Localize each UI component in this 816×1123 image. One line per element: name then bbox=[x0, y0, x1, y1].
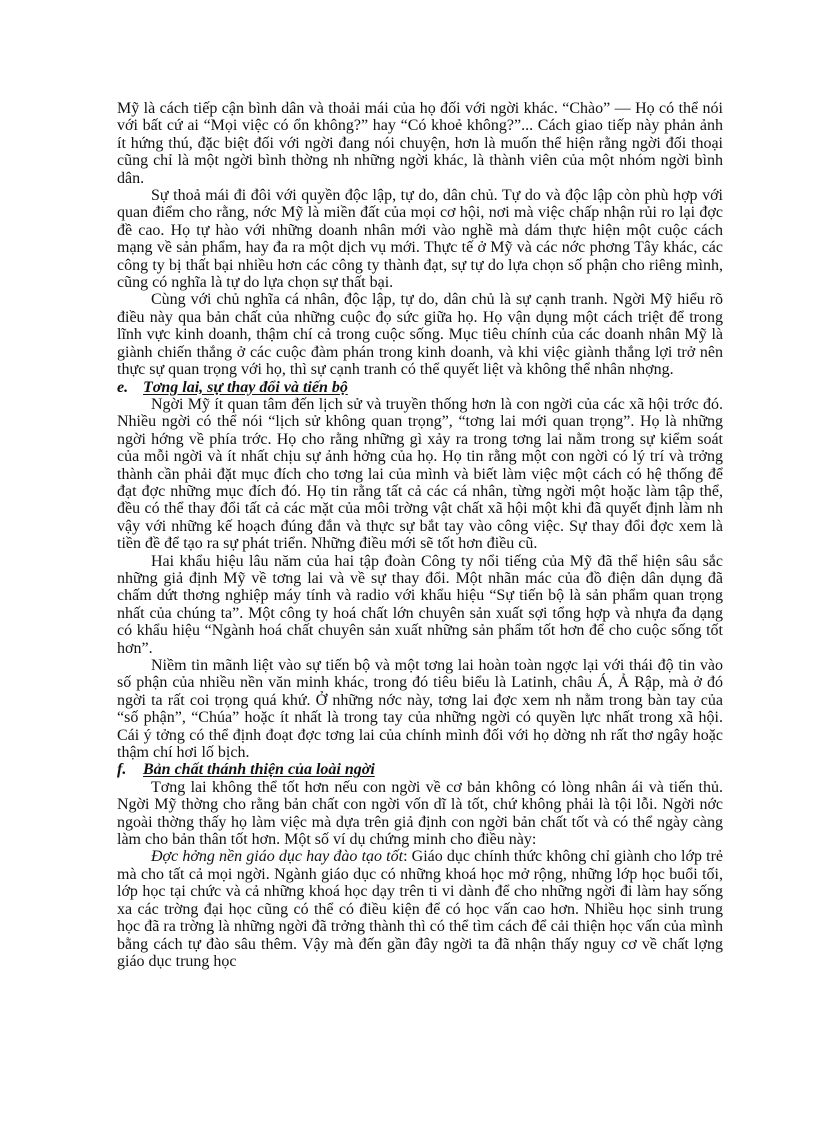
section-heading-f bbox=[117, 761, 723, 778]
section-title: Bản chất thánh thiện của loài ngời bbox=[143, 761, 375, 779]
list-item-education bbox=[117, 848, 723, 970]
section-letter: f. bbox=[117, 761, 127, 779]
paragraph-4: Ngời Mỹ ít quan tâm đến lịch sử và truyền thống hơn là con ngời của các xã hội trớc đó. Nhiều ngời có thể nói “lịch sử không quan trọng”, “tơng lai mới quan trọng”. Họ là những ngời hớng về phía trớc. Họ cho rằng những gì xảy ra trong tơng lai nằm trong sự kiểm soát của mỗi ngời và ít nhất chịu sự ảnh hởng của họ. Họ tin rằng một con ngời có lý trí và trởng thành cần phải đặt mục đích cho tơng lai của mình và biết làm việc một cách có hệ thống để đạt đợc những mục đích đó. Họ tin rằng tất cả các cá nhân, từng ngời một hoặc làm tập thể, đều có thể thay đổi tất cả các mặt của môi trờng vật chất xã hội một khi đã quyết định làm nh vậy với những kế hoạch đúng đắn và thực sự bắt tay vào công việc. Sự thay đổi đợc xem là tiền đề để tạo ra sự phát triển. Những điều mới sẽ tốt hơn điều cũ. bbox=[117, 395, 723, 553]
item-body-text: : Giáo dục chính thức không chỉ giành cho lớp trẻ mà cho tất cả mọi ngời. Ngành giáo dục có những khoá học mở rộng, những lớp học buổi tối, lớp học tại chức và cả những khoá học dạy trên ti vi dành để cho những ngời đi làm hay sống xa các trờng đại học cũng có thể có điều kiện để có học vấn cao hơn. Nhiều học sinh trung học đã ra trờng là những ngời đã trởng thành thì có thể tìm cách để cải thiện học vấn của mình bằng cách tự đào sâu thêm. Vậy mà đến gần đây ngời ta đã nhận thấy nguy cơ về chất lợng giáo dục trung học bbox=[117, 848, 723, 970]
section-title: Tơng lai, sự thay đổi và tiến bộ bbox=[143, 378, 348, 396]
paragraph-6: Niềm tin mãnh liệt vào sự tiến bộ và một tơng lai hoàn toàn ngợc lại với thái độ tin vào số phận của nhiều nền văn minh khác, trong đó tiêu biểu là Latinh, châu Á, Ả Rập, mà ở đó ngời ta rất coi trọng quá khứ. Ở những nớc này, tơng lai đợc xem nh nằm trong bàn tay của “số phận”, “Chúa” hoặc ít nhất là trong tay của những ngời có quyền lực nhất trong xã hội. Cái ý tởng có thể định đoạt đợc tơng lai của chính mình đối với họ dờng nh rất thơ ngây hoặc thậm chí hơi lố bịch. bbox=[117, 657, 723, 762]
section-heading-e bbox=[117, 379, 723, 396]
paragraph-3: Cùng với chủ nghĩa cá nhân, độc lập, tự do, dân chủ là sự cạnh tranh. Ngời Mỹ hiểu rõ điều này qua bản chất của những cuộc đọ sức giữa họ. Họ vận dụng một cách triệt để trong lĩnh vực kinh doanh, thậm chí cả trong cuộc sống. Mục tiêu chính của các doanh nhân Mỹ là giành chiến thắng ở các cuộc đàm phán trong kinh doanh, và khi việc giành thắng lợi trở nên thực sự quan trọng với họ, thì sự cạnh tranh có thể quyết liệt và không thể nhân nhợng. bbox=[117, 291, 723, 379]
paragraph-7: Tơng lai không thể tốt hơn nếu con ngời về cơ bản không có lòng nhân ái và tiến thủ. Ngời Mỹ thờng cho rằng bản chất con ngời vốn dĩ là tốt, chứ không phải là tội lỗi. Ngời nớc ngoài thờng thấy họ làm việc mà dựa trên giả định con ngời bản chất tốt và có thể ngày càng làm cho bản thân tốt hơn. Một số ví dụ chứng minh cho điều này: bbox=[117, 778, 723, 849]
item-lead-text: Đợc hởng nền giáo dục hay đào tạo tốt bbox=[151, 848, 404, 866]
section-letter: e. bbox=[117, 378, 129, 396]
paragraph-2: Sự thoả mái đi đôi với quyền độc lập, tự do, dân chủ. Tự do và độc lập còn phù hợp với quan điểm cho rằng, nớc Mỹ là miền đất của mọi cơ hội, nơi mà việc chấp nhận rủi ro lại đợc đề cao. Họ tự hào với những doanh nhân mới vào nghề mà dám thực hiện một cuộc cách mạng về sản phẩm, hay đa ra một dịch vụ mới. Thực tế ở Mỹ và các nớc phơng Tây khác, các công ty bị thất bại nhiều hơn các công ty thành đạt, sự tự do lựa chọn số phận cho riêng mình, cũng có nghĩa là tự do lựa chọn sự thất bại. bbox=[117, 187, 723, 292]
document-page bbox=[117, 100, 723, 1100]
paragraph-5: Hai khẩu hiệu lâu năm của hai tập đoàn Công ty nổi tiếng của Mỹ đã thể hiện sâu sắc những giả định Mỹ về tơng lai và về sự thay đổi. Một nhãn mác của đồ điện dân dụng đã chấm dứt thơng nghiệp máy tính và radio với khẩu hiệu “Sự tiến bộ là sản phẩm quan trọng nhất của chúng ta”. Một công ty hoá chất lớn chuyên sản xuất sợi tổng hợp và nhựa đa dạng có khẩu hiệu “Ngành hoá chất chuyên sản xuất những sản phẩm tốt hơn để cho cuộc sống tốt hơn”. bbox=[117, 552, 723, 657]
paragraph-1: Mỹ là cách tiếp cận bình dân và thoải mái của họ đối với ngời khác. “Chào” — Họ có thể nói với bất cứ ai “Mọi việc có ổn không?” hay “Có khoẻ không?”... Cách giao tiếp này phản ảnh ít hứng thú, đặc biệt đối với ngời đang nói chuyện, hơn là muốn thể hiện rằng ngời đối thoại cũng chỉ là một ngời bình thờng nh những ngời khác, là thành viên của một nhóm ngời bình dân. bbox=[117, 100, 723, 187]
